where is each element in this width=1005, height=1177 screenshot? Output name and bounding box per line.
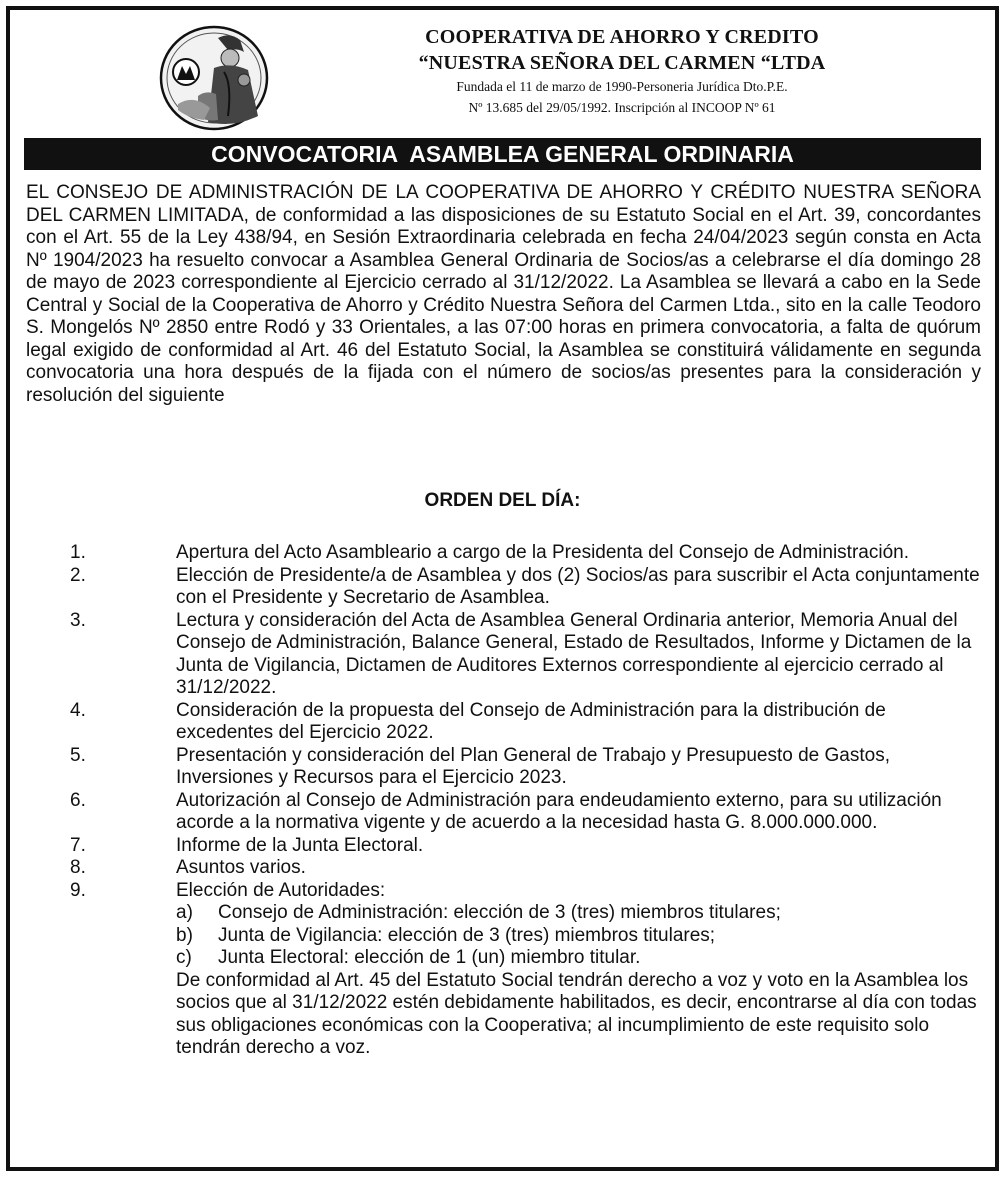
agenda-item-number: 6. <box>70 789 86 811</box>
org-founding-line: Fundada el 11 de marzo de 1990-Personeria Jurídica Dto.P.E. <box>456 79 788 94</box>
sub-item-text: Junta Electoral: elección de 1 (un) miembro titular. <box>218 947 641 968</box>
agenda-item-number: 4. <box>70 699 86 721</box>
agenda-item <box>10 745 986 790</box>
agenda-item-text: Elección de Presidente/a de Asamblea y dos (2) Socios/as para suscribir el Acta conjuntamente con el Presidente y Secretario de Asamblea. <box>176 564 980 608</box>
agenda-item <box>10 542 986 565</box>
agenda-item-text: Lectura y consideración del Acta de Asamblea General Ordinaria anterior, Memoria Anual del Consejo de Administración, Balance General, Estado de Resultados, Informe y Dictamen de la Junta de Vigilancia, Dictamen de Auditores Externos correspondiente al ejercicio cerrado al 31/12/2022. <box>176 609 972 698</box>
agenda-sub-item <box>176 947 986 970</box>
agenda-item-number: 2. <box>70 564 86 586</box>
org-name-line2: “NUESTRA SEÑORA DEL CARMEN “LTDA <box>418 52 826 74</box>
agenda-item-number: 7. <box>70 834 86 856</box>
agenda-item-text: Informe de la Junta Electoral. <box>176 834 424 856</box>
sub-item-letter: b) <box>176 924 193 946</box>
notice-title: CONVOCATORIA ASAMBLEA GENERAL ORDINARIA <box>24 138 981 170</box>
agenda-item <box>10 565 986 610</box>
agenda-item-number: 5. <box>70 744 86 766</box>
agenda-item <box>10 835 986 858</box>
intro-paragraph: EL CONSEJO DE ADMINISTRACIÓN DE LA COOPERATIVA DE AHORRO Y CRÉDITO NUESTRA SEÑORA DEL CARMEN LIMITADA, de conformidad a las disposiciones de su Estatuto Social en el Art. 39, concordantes con el Art. 55 de la Ley 438/94, en Sesión Extraordinaria celebrada en fecha 24/04/2023 según consta en Acta Nº 1904/2023 ha resuelto convocar a Asamblea General Ordinaria de Socios/as a celebrarse el día domingo 28 de mayo de 2023 correspondiente al Ejercicio cerrado al 31/12/2022. La Asamblea se llevará a cabo en la Sede Central y Social de la Cooperativa de Ahorro y Crédito Nuestra Señora del Carmen Ltda., sito en la calle Teodoro S. Mongelós Nº 2850 entre Rodó y 33 Orientales, a las 07:00 horas en primera convocatoria, a falta de quórum legal exigido de conformidad al Art. 46 del Estatuto Social, la Asamblea se constituirá válidamente en segunda convocatoria una hora después de la fijada con el número de socios/as presentes para la consideración y resolución del siguiente <box>26 182 981 406</box>
cooperative-logo-seal <box>158 24 270 132</box>
agenda-item-text: Presentación y consideración del Plan General de Trabajo y Presupuesto de Gastos, Inversiones y Recursos para el Ejercicio 2023. <box>176 744 890 788</box>
agenda-item-text: Consideración de la propuesta del Consejo de Administración para la distribución de excedentes del Ejercicio 2022. <box>176 699 886 743</box>
sub-item-text: Consejo de Administración: elección de 3 (tres) miembros titulares; <box>218 902 781 923</box>
org-registration-line: Nº 13.685 del 29/05/1992. Inscripción al INCOOP Nº 61 <box>468 100 776 115</box>
agenda-item-number: 3. <box>70 609 86 631</box>
org-name-line1: COOPERATIVA DE AHORRO Y CREDITO <box>425 26 819 48</box>
agenda-item <box>10 857 986 880</box>
agenda-item <box>10 790 986 835</box>
agenda-item-text: Asuntos varios. <box>176 857 306 878</box>
agenda-item-number: 8. <box>70 857 86 878</box>
agenda-item <box>10 880 986 970</box>
agenda-sub-item <box>176 925 986 948</box>
agenda-item-text: Autorización al Consejo de Administración para endeudamiento externo, para su utilización acorde a la normativa vigente y de acuerdo a la necesidad hasta G. 8.000.000.000. <box>176 789 942 833</box>
agenda-list <box>10 542 995 1060</box>
cooperative-header <box>322 24 922 118</box>
sub-item-letter: a) <box>176 902 193 923</box>
agenda-item-number: 1. <box>70 542 86 563</box>
agenda-item <box>10 610 986 700</box>
agenda-heading: ORDEN DEL DÍA: <box>424 490 581 511</box>
agenda-item <box>10 700 986 745</box>
sub-item-letter: c) <box>176 947 192 968</box>
agenda-item-text: Elección de Autoridades: <box>176 879 386 901</box>
voting-rights-note: De conformidad al Art. 45 del Estatuto Social tendrán derecho a voz y voto en la Asamblea los socios que al 31/12/2022 estén debidamente habilitados, es decir, encontrarse al día con todas sus obligaciones económicas con la Cooperativa; al incumplimiento de este requisito solo tendrán derecho a voz. <box>176 969 977 1058</box>
agenda-item-number: 9. <box>70 879 86 901</box>
agenda-sub-item <box>176 902 986 925</box>
agenda-item-text: Apertura del Acto Asambleario a cargo de la Presidenta del Consejo de Administración. <box>176 542 909 563</box>
sub-item-text: Junta de Vigilancia: elección de 3 (tres) miembros titulares; <box>218 924 716 946</box>
document-frame <box>6 6 999 1171</box>
